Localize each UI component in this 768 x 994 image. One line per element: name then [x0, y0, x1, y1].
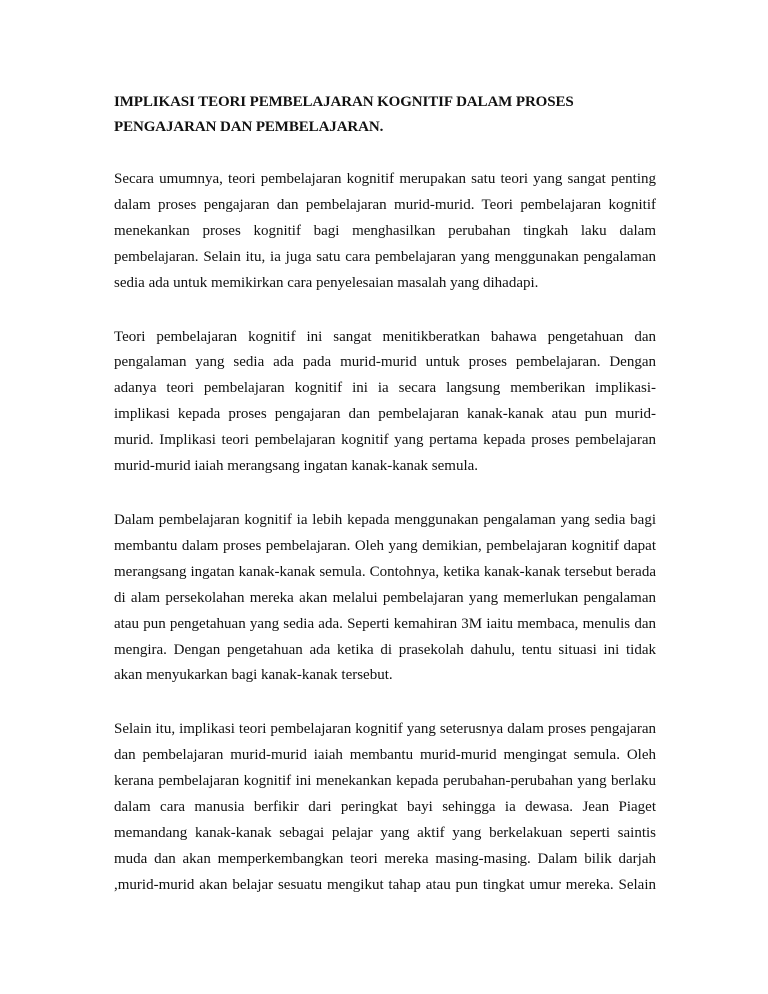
paragraph-line: di alam persekolahan mereka akan melalui pembelajaran yang memerlukan pengalaman — [114, 589, 656, 606]
paragraph-line: membantu dalam proses pembelajaran. Oleh yang demikian, pembelajaran kognitif dapat — [114, 537, 656, 554]
paragraph-line: adanya teori pembelajaran kognitif ini ia secara langsung memberikan implikasi- — [114, 380, 656, 397]
title-line: IMPLIKASI TEORI PEMBELAJARAN KOGNITIF DALAM PROSES — [114, 94, 574, 110]
paragraph-line: ,murid-murid akan belajar sesuatu mengikut tahap atau pun tingkat umur mereka. Selain — [114, 876, 656, 893]
paragraph-line: implikasi kepada proses pengajaran dan pembelajaran kanak-kanak atau pun murid- — [114, 406, 656, 423]
paragraph-line: dalam proses pengajaran dan pembelajaran murid-murid. Teori pembelajaran kognitif — [114, 196, 656, 213]
paragraph-line: murid. Implikasi teori pembelajaran kognitif yang pertama kepada proses pembelajaran — [114, 432, 656, 449]
paragraph-line: muda dan akan memperkembangkan teori mereka masing-masing. Dalam bilik darjah — [114, 850, 656, 867]
paragraph-line: kerana pembelajaran kognitif ini menekankan kepada perubahan-perubahan yang berlaku — [114, 773, 656, 790]
paragraph-line: memandang kanak-kanak sebagai pelajar yang aktif yang berkelakuan seperti saintis — [114, 824, 656, 841]
paragraph-line: dan pembelajaran murid-murid iaiah membantu murid-murid mengingat semula. Oleh — [114, 747, 656, 764]
paragraph-line: murid-murid iaiah merangsang ingatan kanak-kanak semula. — [114, 458, 479, 475]
document-title — [114, 90, 656, 140]
paragraph-line: sedia ada untuk memikirkan cara penyelesaian masalah yang dihadapi. — [114, 274, 539, 291]
paragraph-line: Dalam pembelajaran kognitif ia lebih kepada menggunakan pengalaman yang sedia bagi — [114, 511, 656, 528]
paragraph-line: menekankan proses kognitif bagi menghasilkan perubahan tingkah laku dalam — [114, 222, 656, 239]
paragraph-line: atau pun pengetahuan yang sedia ada. Seperti kemahiran 3M iaitu membaca, menulis dan — [114, 615, 656, 632]
document-body — [114, 90, 656, 899]
paragraph-2 — [114, 325, 656, 480]
paragraph-line: pengalaman yang sedia ada pada murid-murid untuk proses pembelajaran. Dengan — [114, 354, 656, 371]
paragraph-line: dalam cara manusia berfikir dari peringkat bayi sehingga ia dewasa. Jean Piaget — [114, 799, 656, 816]
paragraph-1 — [114, 167, 656, 297]
paragraph-line: akan menyukarkan bagi kanak-kanak tersebut. — [114, 667, 393, 684]
paragraph-line: Secara umumnya, teori pembelajaran kognitif merupakan satu teori yang sangat penting — [114, 171, 656, 187]
paragraph-line: merangsang ingatan kanak-kanak semula. Contohnya, ketika kanak-kanak tersebut berada — [114, 563, 656, 580]
paragraph-line: mengira. Dengan pengetahuan ada ketika di prasekolah dahulu, tentu situasi ini tidak — [114, 641, 656, 658]
paragraph-line: pembelajaran. Selain itu, ia juga satu cara pembelajaran yang menggunakan pengalaman — [114, 248, 656, 265]
paragraph-line: Selain itu, implikasi teori pembelajaran kognitif yang seterusnya dalam proses pengajaran — [114, 721, 656, 738]
title-line: PENGAJARAN DAN PEMBELAJARAN. — [114, 119, 384, 135]
paragraph-line: Teori pembelajaran kognitif ini sangat menitikberatkan bahawa pengetahuan dan — [114, 328, 656, 345]
paragraph-4 — [114, 717, 656, 898]
paragraph-3 — [114, 508, 656, 689]
